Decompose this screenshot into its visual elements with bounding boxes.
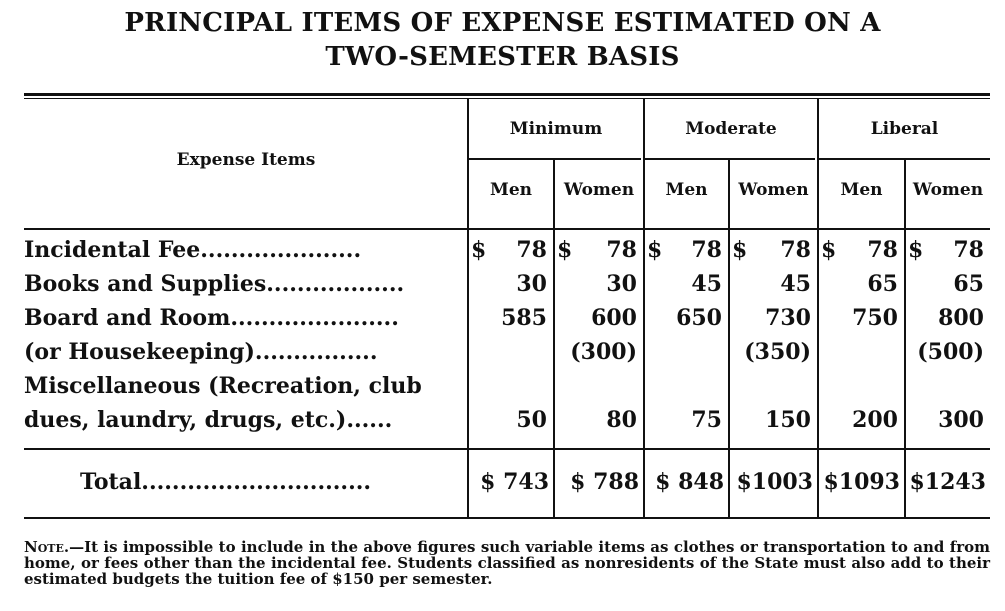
dollar-sign: $ xyxy=(821,237,837,263)
table-cell xyxy=(730,269,817,299)
cell-value: 65 xyxy=(867,271,898,297)
cell-value: 78 xyxy=(691,237,722,263)
total-top-rule xyxy=(24,448,990,450)
table-top-rule-thin xyxy=(24,98,990,99)
cell-value: 78 xyxy=(867,237,898,263)
cell-value: 30 xyxy=(516,271,547,297)
table-cell xyxy=(645,235,728,265)
table-cell xyxy=(819,269,904,299)
total-value: $ 743 xyxy=(480,469,549,495)
table-top-rule xyxy=(24,93,990,96)
dollar-sign: $ xyxy=(732,237,748,263)
table-cell xyxy=(730,303,817,333)
row-label: dues, laundry, drugs, etc.)...... xyxy=(24,407,393,433)
cell-value: 75 xyxy=(691,407,722,433)
table-cell xyxy=(469,337,553,367)
cell-value: 78 xyxy=(953,237,984,263)
total-label: Total.............................. xyxy=(80,469,372,495)
cell-value: 585 xyxy=(501,305,547,331)
cell-value: 750 xyxy=(852,305,898,331)
cell-value: 200 xyxy=(852,407,898,433)
total-cell xyxy=(555,467,643,497)
table-cell xyxy=(819,235,904,265)
cell-value: 730 xyxy=(765,305,811,331)
table-cell xyxy=(730,337,817,367)
table-cell xyxy=(645,269,728,299)
table-cell xyxy=(906,303,990,333)
page-title xyxy=(0,6,1005,74)
table-cell xyxy=(819,303,904,333)
table-cell xyxy=(819,405,904,435)
cell-value: (350) xyxy=(744,339,811,365)
dollar-sign: $ xyxy=(908,237,924,263)
group-underline xyxy=(645,158,815,160)
table-cell xyxy=(645,405,728,435)
subheader-men: Men xyxy=(490,180,532,200)
table-bottom-rule xyxy=(24,517,990,519)
cell-value: 150 xyxy=(765,407,811,433)
total-cell xyxy=(645,467,728,497)
table-cell xyxy=(645,303,728,333)
cell-value: 600 xyxy=(591,305,637,331)
cell-value: 45 xyxy=(780,271,811,297)
table-cell xyxy=(645,371,728,401)
group-underline xyxy=(819,158,990,160)
cell-value: 800 xyxy=(938,305,984,331)
group-header-liberal: Liberal xyxy=(870,119,939,139)
table-cell xyxy=(469,303,553,333)
footnote-text: —It is impossible to include in the above figures such variable items as clothes or transportation to and from home, or fees other than the incidental fee. Students classified as nonresidents of the State must also add to their estimated budgets the tuition fee of $150 per semester. xyxy=(24,538,990,588)
total-cell xyxy=(469,467,553,497)
cell-value: 50 xyxy=(516,407,547,433)
table-cell xyxy=(906,405,990,435)
table-cell xyxy=(906,235,990,265)
table-cell xyxy=(469,235,553,265)
cell-value: 65 xyxy=(953,271,984,297)
total-value: $ 788 xyxy=(570,469,639,495)
table-cell xyxy=(730,405,817,435)
total-value: $ 848 xyxy=(655,469,724,495)
table-cell xyxy=(555,405,643,435)
cell-value: 78 xyxy=(780,237,811,263)
group-header-minimum: Minimum xyxy=(509,119,603,139)
table-cell xyxy=(555,235,643,265)
total-cell xyxy=(819,467,904,497)
table-cell xyxy=(645,337,728,367)
table-cell xyxy=(906,371,990,401)
cell-value: 300 xyxy=(938,407,984,433)
table-cell xyxy=(906,337,990,367)
table-cell xyxy=(555,269,643,299)
total-value: $1003 xyxy=(736,469,813,495)
dollar-sign: $ xyxy=(471,237,487,263)
dollar-sign: $ xyxy=(557,237,573,263)
row-label: Miscellaneous (Recreation, club xyxy=(24,373,422,399)
total-cell xyxy=(906,467,990,497)
table-cell xyxy=(469,269,553,299)
row-label: (or Housekeeping)................ xyxy=(24,339,378,365)
subheader-men: Men xyxy=(840,180,883,200)
row-label: Board and Room...................... xyxy=(24,305,399,331)
cell-value: (300) xyxy=(570,339,637,365)
subheader-women: Women xyxy=(738,180,809,200)
table-cell xyxy=(819,371,904,401)
footnote-label: Note. xyxy=(24,538,70,556)
table-cell xyxy=(730,371,817,401)
table-cell xyxy=(906,269,990,299)
table-cell xyxy=(469,405,553,435)
subheader-women: Women xyxy=(912,180,984,200)
row-label: Incidental Fee..................... xyxy=(24,237,362,263)
total-value: $1243 xyxy=(909,469,986,495)
row-label: Books and Supplies.................. xyxy=(24,271,405,297)
title-line-2: TWO-SEMESTER BASIS xyxy=(325,42,680,72)
dollar-sign: $ xyxy=(647,237,663,263)
group-underline xyxy=(469,158,641,160)
title-line-1: PRINCIPAL ITEMS OF EXPENSE ESTIMATED ON A xyxy=(124,8,881,38)
subheader-men: Men xyxy=(665,180,708,200)
cell-value: 45 xyxy=(691,271,722,297)
group-header-moderate: Moderate xyxy=(685,119,777,139)
footnote xyxy=(24,539,990,587)
cell-value: 650 xyxy=(676,305,722,331)
cell-value: 30 xyxy=(606,271,637,297)
table-cell xyxy=(555,303,643,333)
table-cell xyxy=(555,371,643,401)
row-header: Expense Items xyxy=(176,150,316,170)
cell-value: (500) xyxy=(917,339,984,365)
cell-value: 78 xyxy=(606,237,637,263)
total-value: $1093 xyxy=(823,469,900,495)
cell-value: 78 xyxy=(516,237,547,263)
table-cell xyxy=(819,337,904,367)
table-cell xyxy=(469,371,553,401)
table-cell xyxy=(555,337,643,367)
cell-value: 80 xyxy=(606,407,637,433)
table-cell xyxy=(730,235,817,265)
total-cell xyxy=(730,467,817,497)
header-bottom-rule xyxy=(24,228,990,230)
subheader-women: Women xyxy=(563,180,635,200)
